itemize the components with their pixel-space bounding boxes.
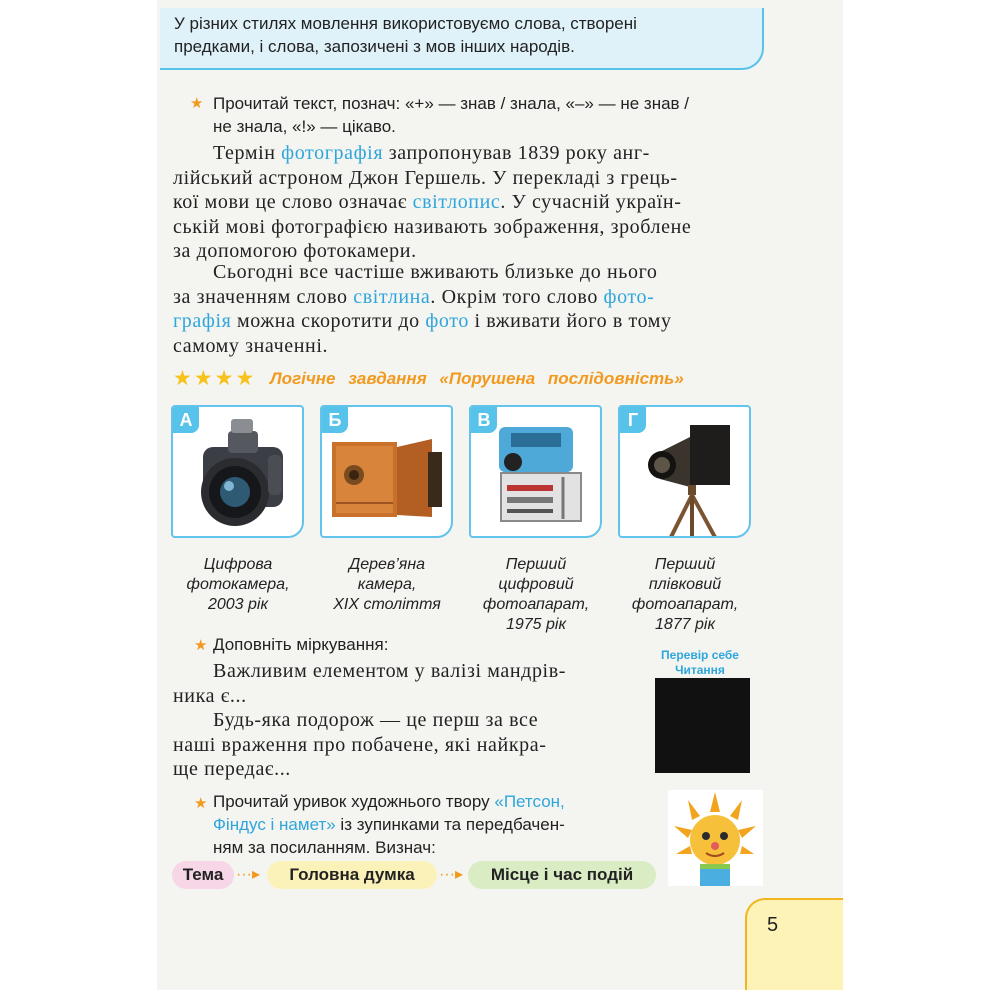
card-letter: В [471,407,497,433]
task-read-line-1: Прочитай текст, познач: «+» — знав / знала, «–» — не знав / [213,94,690,113]
reasoning-line-2: ника є... [173,684,247,707]
caption-line: фотоапарат, [631,596,739,613]
reasoning-line-3: Будь-яка подорож — це перш за все [213,709,539,731]
rule-text [174,12,760,58]
task-complete-label: Доповніть міркування: [213,635,389,654]
chip-main-idea: Головна думка [267,861,437,889]
book-title-link[interactable]: Фіндус і намет» [213,815,336,834]
text-run: запропонував 1839 року анг- [383,142,650,164]
caption-line: 1877 рік [654,616,716,633]
caption-line: Цифрова [203,556,273,573]
task-excerpt-line-2 [213,813,663,836]
caption-line: цифровий [498,576,574,593]
keyword-svitlopys: світлопис [412,191,501,213]
task-star-icon: ★ [190,95,204,112]
card-first-digital-camera [469,405,602,538]
keyword-photography: фотографія [281,142,384,164]
check-yourself-label [650,648,750,678]
task-star-icon: ★ [194,637,208,654]
keyword-photo-part1: фото- [603,285,655,308]
chip-theme: Тема [172,861,234,889]
card-wooden-camera [320,405,453,538]
paragraph-2-line-2 [173,285,751,310]
caption-film-camera [615,555,755,635]
caption-line: Перший [654,556,716,573]
keyword-photo-part2: графія [173,310,232,332]
task-excerpt-line-1 [213,790,663,813]
logic-task-header [173,368,753,392]
rule-line-1: У різних стилях мовлення використовуємо слова, створені [174,14,637,33]
paragraph-1-line-1 [173,141,751,166]
caption-digital-camera [168,555,308,615]
text-run: . У сучасній україн- [500,191,682,213]
card-film-camera [618,405,751,538]
paragraph-1-line-2: лійський астроном Джон Гершель. У перекладі з грець- [173,166,678,189]
caption-line: Дерев’яна [348,556,426,573]
reasoning-paragraph-1 [173,659,629,708]
caption-line: камера, [357,576,417,593]
text-run: із зупинками та передбачен- [335,815,565,834]
keyword-foto: фото [425,310,469,332]
difficulty-stars-icon: ★★★★ [173,367,257,390]
arrow-right-icon: ···▸ [236,866,261,883]
card-letter: А [173,407,199,433]
reasoning-line-4: наші враження про побачене, які найкра- [173,733,547,756]
task-read-text [213,92,753,138]
caption-first-digital-camera [466,555,606,635]
book-title-link[interactable]: «Петсон, [494,792,565,811]
text-run: за значенням слово [173,285,354,308]
chip-place-time: Місце і час подій [468,861,656,889]
task-star-icon: ★ [194,795,208,812]
card-letter: Г [620,407,646,433]
arrow-right-icon: ···▸ [439,866,464,883]
sun-mascot-image [668,790,763,886]
page-number-box [745,898,843,990]
task-read-line-2: не знала, «!» — цікаво. [213,117,396,136]
paragraph-2-line-3 [173,309,751,334]
text-run: кої мови це слово означає [173,191,413,213]
card-letter: Б [322,407,348,433]
card-digital-camera [171,405,304,538]
text-run: можна скоротити до [231,310,426,332]
paragraph-1-line-5: за допомогою фотокамери. [173,240,417,262]
check-yourself-line-2: Читання [675,663,725,677]
caption-line: фотокамера, [186,576,290,593]
paragraph-1-line-4: ській мові фотографією називають зображення, зроблене [173,215,692,238]
keyword-svitlyna: світлина [353,285,431,308]
task-read-excerpt [213,790,663,859]
caption-wooden-camera [317,555,457,615]
logic-task-title: Логічне завдання «Порушена послідовність» [270,369,684,388]
sun-mascot-icon [668,790,763,886]
paragraph-2 [173,260,751,358]
caption-line: XIX століття [333,596,441,613]
caption-line: плівковий [648,576,722,593]
text-run: Термін [213,142,282,164]
reasoning-line-1: Важливим елементом у валізі мандрів- [213,660,567,682]
task-excerpt-line-3: ням за посиланням. Визнач: [213,838,436,857]
caption-line: 1975 рік [505,616,567,633]
text-run: і вживати його в тому [468,310,672,332]
rule-line-2: предками, і слова, запозичені з мов інших народів. [174,37,575,56]
paragraph-2-line-1: Сьогодні все частіше вживають близьке до нього [213,261,658,283]
text-run: . Окрім того слово [430,285,604,308]
text-run: Прочитай уривок художнього твору [213,792,495,811]
caption-line: 2003 рік [207,596,269,613]
page-number: 5 [767,914,779,936]
reasoning-paragraph-2 [173,708,629,782]
reasoning-line-5: ще передає... [173,758,291,780]
qr-code[interactable] [655,678,750,773]
paragraph-1 [173,141,751,264]
paragraph-2-line-4: самому значенні. [173,334,329,357]
paragraph-1-line-3 [173,190,751,215]
caption-line: фотоапарат, [482,596,590,613]
check-yourself-line-1: Перевір себе [661,648,739,662]
caption-line: Перший [505,556,567,573]
